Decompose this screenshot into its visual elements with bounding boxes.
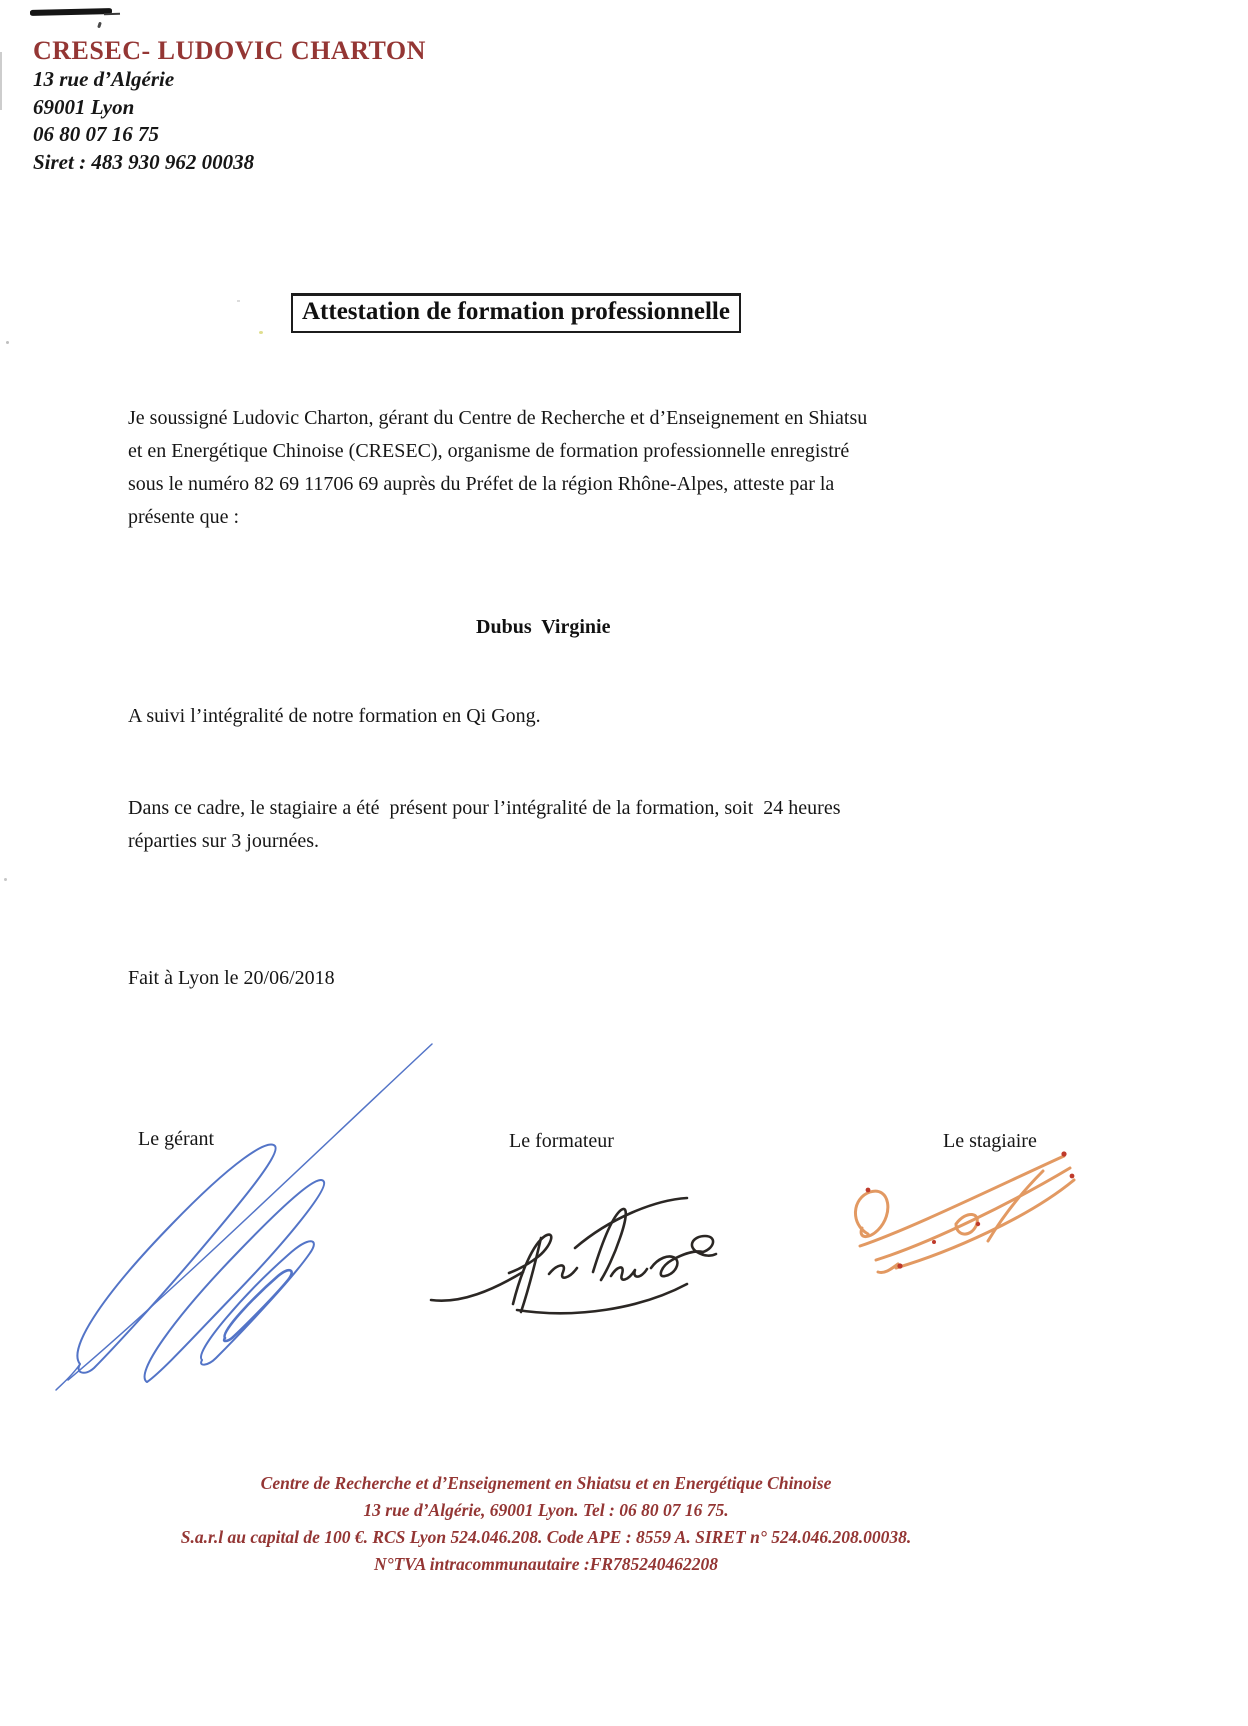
letterhead-address: 13 rue d’Algérie xyxy=(33,67,175,91)
scan-edge-mark xyxy=(0,52,2,110)
intro-line: Je soussigné Ludovic Charton, gérant du Centre de Recherche et d’Enseignement en Shiatsu xyxy=(128,407,868,429)
letterhead-city: 69001 Lyon xyxy=(33,94,135,119)
scan-pen-mark xyxy=(30,8,112,16)
attendance-line: Dans ce cadre, le stagiaire a été présent pour l’intégralité de la formation, soit 24 heures xyxy=(128,797,841,819)
attendance-line: réparties sur 3 journées. xyxy=(128,830,320,852)
manager-signature xyxy=(50,1028,450,1393)
scan-pen-mark xyxy=(104,13,120,16)
footer-line: 13 rue d’Algérie, 69001 Lyon. Tel : 06 80 07 16 75. xyxy=(363,1500,729,1520)
company-name: CRESEC- LUDOVIC CHARTON xyxy=(33,36,426,65)
document-title: Attestation de formation professionnelle xyxy=(291,293,741,333)
letterhead xyxy=(33,36,426,176)
date-place-line: Fait à Lyon le 20/06/2018 xyxy=(128,967,335,989)
manager-label: Le gérant xyxy=(138,1128,215,1150)
letterhead-siret: Siret : 483 930 962 00038 xyxy=(33,149,255,174)
scan-speck xyxy=(97,22,102,29)
trainee-label: Le stagiaire xyxy=(943,1130,1037,1152)
trainee-name: Dubus Virginie xyxy=(476,616,611,638)
footer xyxy=(0,1470,1092,1578)
footer-line: S.a.r.l au capital de 100 €. RCS Lyon 524.046.208. Code APE : 8559 A. SIRET n° 524.046.208.00038. xyxy=(180,1527,912,1547)
trainer-signature xyxy=(425,1188,725,1318)
scan-speck xyxy=(4,878,7,881)
intro-line: sous le numéro 82 69 11706 69 auprès du Préfet de la région Rhône-Alpes, atteste par la xyxy=(128,473,835,495)
training-line: A suivi l’intégralité de notre formation en Qi Gong. xyxy=(128,705,541,727)
trainee-signature xyxy=(838,1146,1078,1276)
scan-speck xyxy=(6,341,9,344)
footer-line: N°TVA intracommunautaire :FR785240462208 xyxy=(373,1554,719,1574)
intro-line: présente que : xyxy=(128,506,240,528)
trainer-label: Le formateur xyxy=(509,1130,614,1152)
footer-line: Centre de Recherche et d’Enseignement en Shiatsu et en Energétique Chinoise xyxy=(260,1473,832,1493)
letterhead-phone: 06 80 07 16 75 xyxy=(33,122,159,146)
intro-line: et en Energétique Chinoise (CRESEC), organisme de formation professionnelle enregistré xyxy=(128,440,850,462)
scan-speck xyxy=(237,300,240,302)
scan-speck xyxy=(259,331,263,334)
